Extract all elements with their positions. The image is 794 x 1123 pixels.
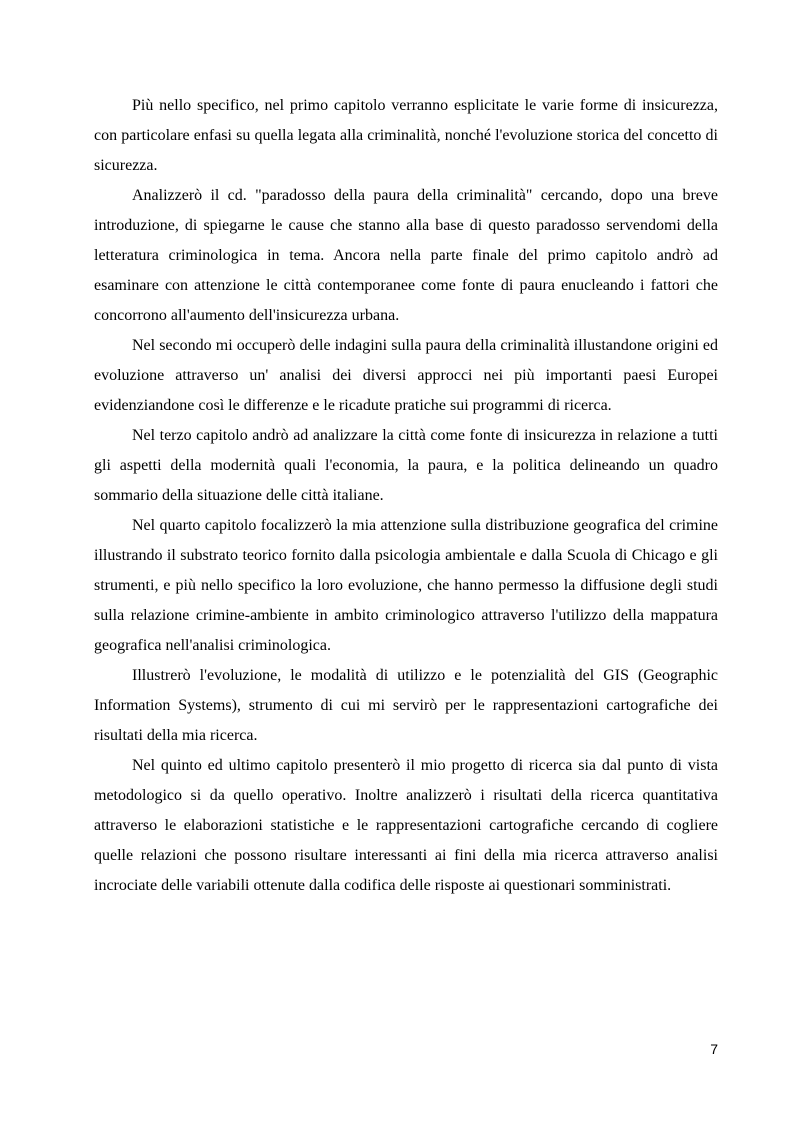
paragraph-fear-paradox: Analizzerò il cd. "paradosso della paura della criminalità" cercando, dopo una breve introduzione, di spiegarne le cause che stanno alla base di questo paradosso servendomi della letteratura criminologica in tema. Ancora nella parte finale del primo capitolo andrò ad esaminare con attenzione le città contemporanee come fonte di paura enucleando i fattori che concorrono all'aumento dell'insicurezza urbana. — [94, 187, 718, 324]
body-text — [94, 91, 718, 901]
paragraph-chapter-five: Nel quinto ed ultimo capitolo presenterò il mio progetto di ricerca sia dal punto di vista metodologico si da quello operativo. Inoltre analizzerò i risultati della ricerca quantitativa attraverso le elaborazioni statistiche e le rappresentazioni cartografiche cercando di cogliere quelle relazioni che possono risultare interessanti ai fini della mia ricerca attraverso analisi incrociate delle variabili ottenute dalla codifica delle risposte ai questionari somministrati. — [94, 757, 718, 894]
paragraph-chapter-two: Nel secondo mi occuperò delle indagini sulla paura della criminalità illustandone origini ed evoluzione attraverso un' analisi dei diversi approcci nei più importanti paesi Europei evidenziandone così le differenze e le ricadute pratiche sui programmi di ricerca. — [94, 337, 718, 414]
paragraph-chapter-four: Nel quarto capitolo focalizzerò la mia attenzione sulla distribuzione geografica del crimine illustrando il substrato teorico fornito dalla psicologia ambientale e dalla Scuola di Chicago e gli strumenti, e più nello specifico la loro evoluzione, che hanno permesso la diffusione degli studi sulla relazione crimine-ambiente in ambito criminologico attraverso l'utilizzo della mappatura geografica nell'analisi criminologica. — [94, 517, 718, 654]
paragraph-chapter-three: Nel terzo capitolo andrò ad analizzare la città come fonte di insicurezza in relazione a tutti gli aspetti della modernità quali l'economia, la paura, e la politica delineando un quadro sommario della situazione delle città italiane. — [94, 427, 718, 504]
paragraph-gis: Illustrerò l'evoluzione, le modalità di utilizzo e le potenzialità del GIS (Geographic Information Systems), strumento di cui mi servirò per le rappresentazioni cartografiche dei risultati della mia ricerca. — [94, 667, 718, 744]
page-number: 7 — [710, 1041, 718, 1057]
paragraph-intro-chapter-one: Più nello specifico, nel primo capitolo verranno esplicitate le varie forme di insicurezza, con particolare enfasi su quella legata alla criminalità, nonché l'evoluzione storica del concetto di sicurezza. — [94, 97, 718, 174]
